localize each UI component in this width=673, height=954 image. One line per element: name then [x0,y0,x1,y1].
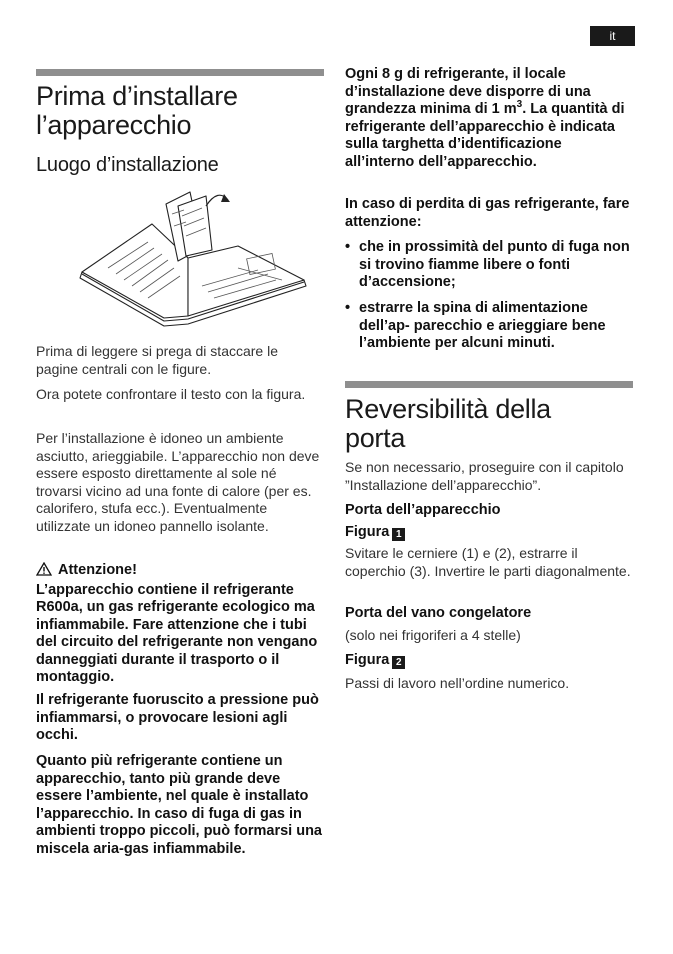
title-line-1: Reversibilità della [345,394,551,424]
list-item: • estrarre la spina di alimentazione dell’ap- parecchio e arieggiare bene l’ambiente per alcuni minuti. [345,300,635,353]
bullet-text: che in prossimità del punto di fuga non si trovino fiamme libere o fonti d’accensione; [359,239,630,290]
figure-label: Figura [345,524,390,540]
paragraph-location: Per l’installazione è idoneo un ambiente asciutto, arieggiabile. L’apparecchio non deve essere esposto direttamente al sole né trovarsi vicino ad una fonte di calore (per es. calorifero, stufa ecc.). Eventualmente utilizzate un idoneo pannello isolante. [36,430,320,534]
figure-2-label [345,652,405,670]
paragraph-intro: Se non necessario, proseguire con il capitolo ”Installazione dell’apparecchio”. [345,459,624,493]
paragraph-detach-pages: Prima di leggere si prega di staccare le pagine centrali con le figure. [36,343,279,377]
subheading-appliance-door: Porta dell’apparecchio [345,502,501,518]
section-divider [345,381,633,388]
refrigerant-text-b: . La quantità di refrigerante dell’apparecchio è indicata sulla targhetta d’identificazione all’interno dell’apparecchio. [345,101,625,170]
warning-block [36,562,324,687]
paragraph-refrigerant-quantity [345,66,635,171]
section-divider [36,69,324,76]
refrigerant-text-a: Ogni 8 g di refrigerante, il locale d’installazione deve disporre di una grandezza minima di 1 m [345,66,591,117]
freezer-note: (solo nei frigoriferi a 4 stelle) [345,627,521,643]
figure-number-badge: 1 [392,528,405,541]
figure-number-badge: 2 [392,656,405,669]
warning-triangle-icon [36,562,52,582]
list-item: • che in prossimità del punto di fuga non si trovino fiamme libere o fonti d’accensione; [345,239,635,292]
warning-text: L’apparecchio contiene il refrigerante R600a, un gas refrigerante ecologico ma infiammabile. Fare attenzione che i tubi del circuito del refrigerante non vengano danneggiati durante il trasporto o il montaggio. [36,581,318,685]
paragraph-room-size: Quanto più refrigerante contiene un apparecchio, tanto più grande deve essere l’ambiente, nel quale è installato l’apparecchio. In caso di fuga di gas in ambienti troppo piccoli, può formarsi una miscela aria-gas infiammabile. [36,753,322,857]
paragraph-figure-1: Svitare le cerniere (1) e (2), estrarre il coperchio (3). Invertire le parti diagonalmente. [345,545,631,579]
title-line-2: porta [345,423,406,453]
paragraph-gas-leak: In caso di perdita di gas refrigerante, fare attenzione: [345,196,630,230]
section-title-installation [36,82,324,140]
section-title-door-reversal [345,395,635,453]
paragraph-pressure: Il refrigerante fuoruscito a pressione può infiammarsi, o provocare lesioni agli occhi. [36,692,319,743]
paragraph-figure-2: Passi di lavoro nell’ordine numerico. [345,675,570,691]
figure-1-label [345,524,405,542]
title-line-2: l’apparecchio [36,110,192,140]
subtitle-location: Luogo d’installazione [36,154,219,176]
paragraph-compare: Ora potete confrontare il testo con la figura. [36,386,306,402]
superscript-3: 3 [516,99,523,111]
bullet-text: estrarre la spina di alimentazione dell’ap- parecchio e arieggiare bene l’ambiente per alcuni minuti. [359,300,606,351]
language-badge: it [590,26,635,46]
warning-label: Attenzione! [58,562,137,578]
title-line-1: Prima d’installare [36,81,238,111]
subheading-freezer-door: Porta del vano congelatore [345,605,532,621]
open-book-icon [78,186,308,331]
figure-label: Figura [345,652,390,668]
